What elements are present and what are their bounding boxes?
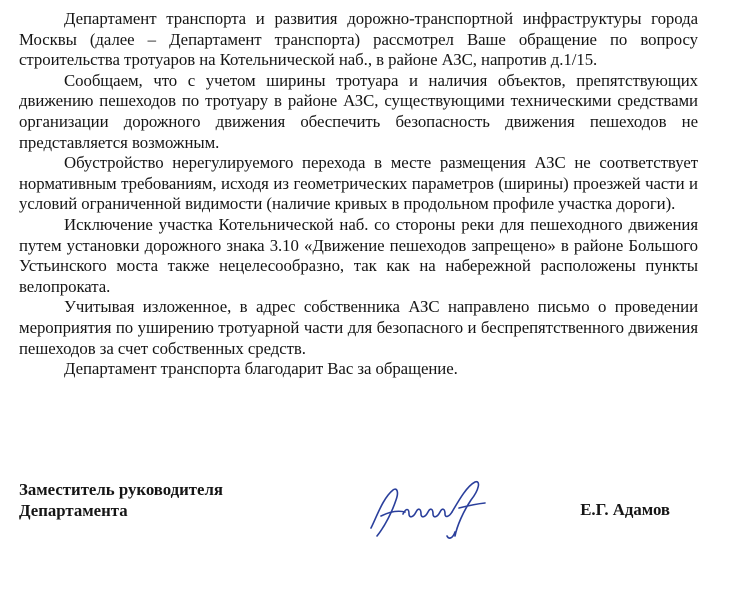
signatory-title-line-1: Заместитель руководителя: [19, 480, 223, 499]
paragraph-5: Учитывая изложенное, в адрес собственника АЗС направлено письмо о проведении мероприятия по уширению тротуарной части для безопасного и беспрепятственного движения пешеходов за счет собственных средств.: [19, 297, 698, 358]
paragraph-4: Исключение участка Котельнической наб. со стороны реки для пешеходного движения путем установки дорожного знака 3.10 «Движение пешеходов запрещено» в районе Большого Устьинского моста также нецелесообразно, так как на набережной расположены пункты велопроката.: [19, 214, 698, 296]
paragraph-3: Обустройство нерегулируемого перехода в месте размещения АЗС не соответствует нормативным требованиям, исходя из геометрических параметров (ширины) проезжей части и условий ограниченной видимости (наличие кривых в продольном профиле участка дороги).: [19, 153, 698, 214]
signatory-name: Е.Г. Адамов: [580, 500, 670, 519]
letter-body: [19, 9, 698, 380]
signatory-title-line-2: Департамента: [19, 500, 128, 520]
paragraph-6: Департамент транспорта благодарит Вас за обращение.: [64, 359, 458, 379]
handwritten-signature-icon: [363, 476, 503, 546]
paragraph-2: Сообщаем, что с учетом ширины тротуара и наличия объектов, препятствующих движению пешеходов по тротуару в районе АЗС, существующими техническими средствами организации дорожного движения обеспечить безопасность движения пешеходов не представляется возможным.: [19, 70, 698, 152]
paragraph-1: Департамент транспорта и развития дорожно-транспортной инфраструктуры города Москвы (далее – Департамент транспорта) рассмотрел Ваше обращение по вопросу строительства тротуаров на Котельнической наб., в районе АЗС, напротив д.1/15.: [19, 9, 698, 70]
signature-block: [19, 480, 698, 560]
signatory-title: [19, 480, 223, 521]
